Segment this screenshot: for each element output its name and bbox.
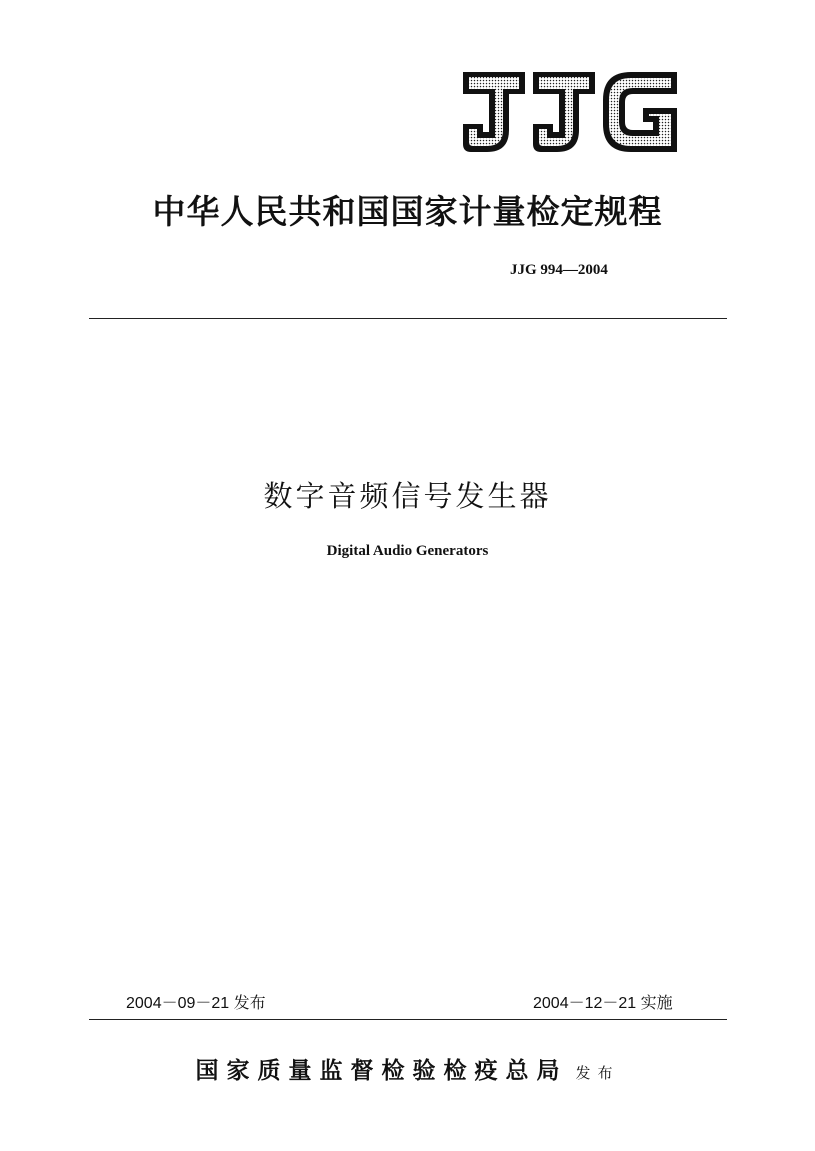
logo-letter-g <box>603 72 677 152</box>
top-divider <box>89 318 727 319</box>
standard-code: JJG 994—2004 <box>510 262 608 278</box>
logo-letter-j1 <box>463 72 525 152</box>
regulation-series-title: 中华人民共和国国家计量检定规程 <box>152 192 663 231</box>
issuer-org: 国家质量监督检验检疫总局 <box>195 1058 568 1084</box>
document-title-zh: 数字音频信号发生器 <box>263 479 552 513</box>
issuer-suffix: 发布 <box>575 1064 620 1082</box>
jjg-logo <box>461 70 681 154</box>
issue-date-line <box>126 990 266 1013</box>
bottom-divider <box>89 1019 727 1020</box>
issue-label: 发布 <box>233 993 266 1012</box>
effective-date: 2004－12－21 <box>533 995 637 1012</box>
effective-label: 实施 <box>640 993 673 1012</box>
effective-date-line <box>533 990 673 1013</box>
logo-letter-j2 <box>533 72 595 152</box>
issuer-line <box>0 1052 815 1085</box>
issue-date: 2004－09－21 <box>126 995 230 1012</box>
document-title-en: Digital Audio Generators <box>326 543 489 559</box>
